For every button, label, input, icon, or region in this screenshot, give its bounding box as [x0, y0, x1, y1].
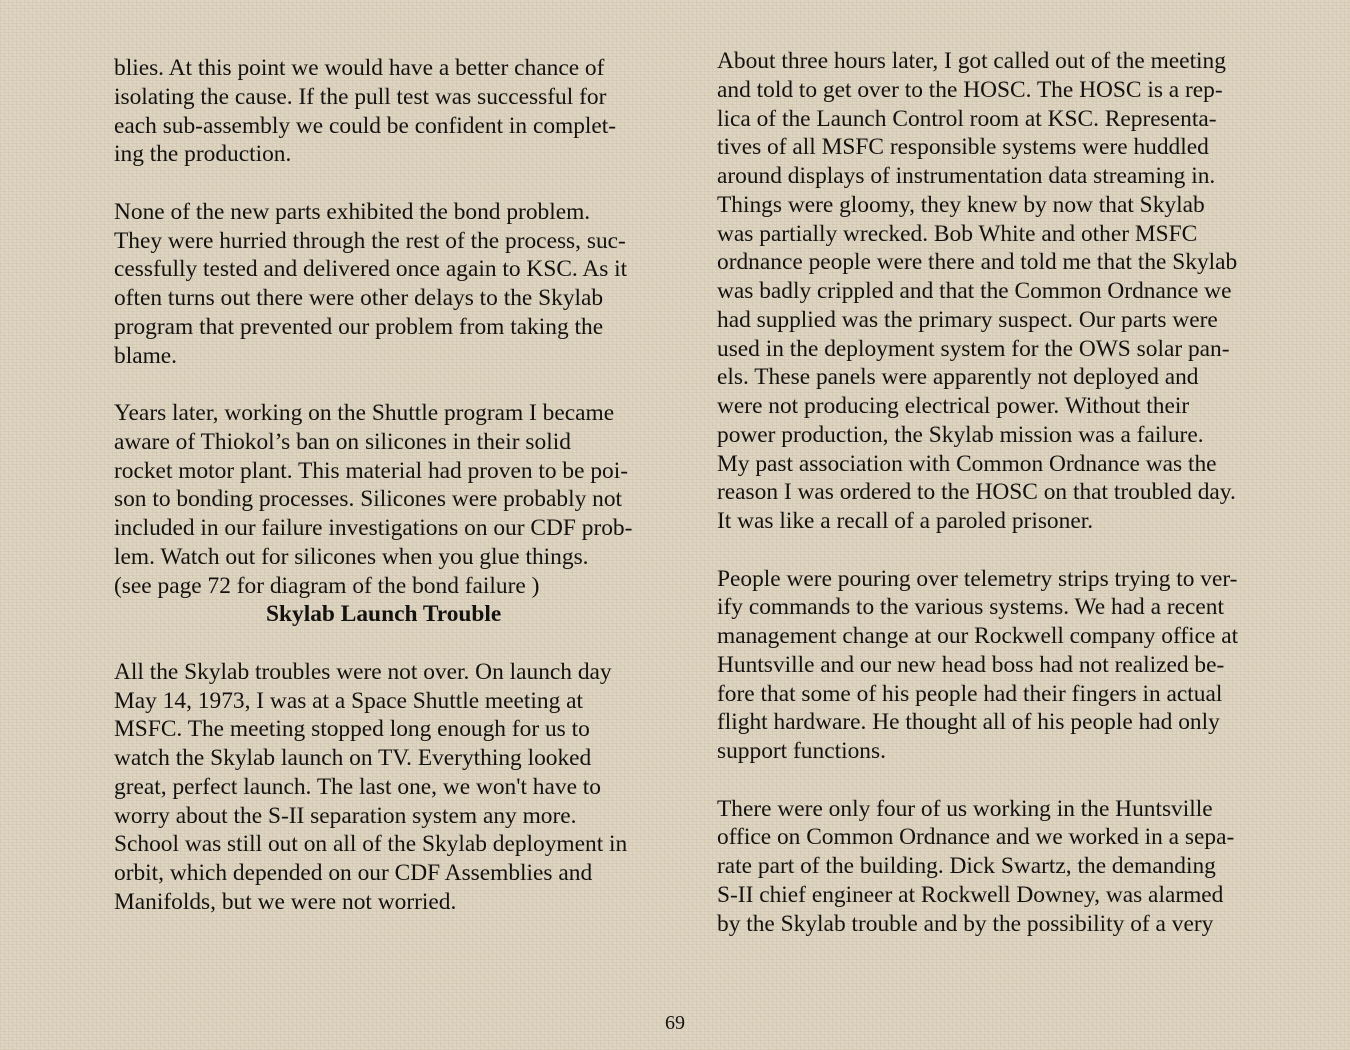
text-line: included in our failure investigations on our CDF prob- — [114, 515, 633, 541]
left-paragraph-3 — [114, 399, 674, 600]
text-line: fore that some of his people had their fingers in actual — [717, 680, 1223, 707]
text-line: by the Skylab trouble and by the possibility of a very — [717, 910, 1214, 937]
text-line: May 14, 1973, I was at a Space Shuttle meeting at — [114, 687, 584, 714]
text-line: power production, the Skylab mission was a failure. — [717, 421, 1204, 448]
text-line: had supplied was the primary suspect. Our parts were — [717, 306, 1218, 333]
text-line: flight hardware. He thought all of his people had only — [717, 709, 1220, 736]
text-line: They were hurried through the rest of the process, suc- — [114, 227, 626, 254]
text-line: office on Common Ordnance and we worked in a sepa- — [717, 824, 1235, 851]
right-paragraph-3 — [717, 795, 1282, 939]
text-line: lica of the Launch Control room at KSC. Representa- — [717, 105, 1217, 132]
text-line: blame. — [114, 342, 177, 369]
text-line: watch the Skylab launch on TV. Everything looked — [114, 745, 592, 771]
text-line: My past association with Common Ordnance was the — [717, 450, 1217, 477]
text-line: S-II chief engineer at Rockwell Downey, was alarmed — [717, 881, 1224, 908]
text-line: isolating the cause. If the pull test was successful for — [114, 83, 607, 110]
text-line: lem. Watch out for silicones when you glue things. — [114, 543, 589, 570]
text-line: reason I was ordered to the HOSC on that troubled day. — [717, 479, 1236, 506]
right-paragraph-1 — [717, 47, 1282, 536]
right-column — [717, 47, 1282, 938]
paragraph-gap — [114, 629, 674, 658]
left-paragraph-2 — [114, 198, 674, 371]
text-line: People were pouring over telemetry strips trying to ver- — [717, 565, 1238, 592]
text-line: was badly crippled and that the Common Ordnance we — [717, 278, 1232, 304]
right-paragraph-2 — [717, 565, 1282, 766]
text-line: Manifolds, but we were not worried. — [114, 888, 457, 915]
left-column — [114, 54, 674, 917]
text-line: orbit, which depended on our CDF Assemblies and — [114, 860, 593, 886]
text-line: Things were gloomy, they knew by now that Skylab — [717, 191, 1205, 218]
text-line: used in the deployment system for the OWS solar pan- — [717, 335, 1230, 362]
text-line: ify commands to the various systems. We had a recent — [717, 594, 1224, 621]
text-line: MSFC. The meeting stopped long enough for us to — [114, 716, 590, 743]
paragraph-gap — [114, 370, 674, 399]
text-line: was partially wrecked. Bob White and other MSFC — [717, 220, 1198, 247]
section-heading: Skylab Launch Trouble — [266, 601, 502, 628]
text-line: son to bonding processes. Silicones were probably not — [114, 486, 623, 513]
text-line: Years later, working on the Shuttle program I became — [114, 400, 615, 426]
text-line: tives of all MSFC responsible systems were huddled — [717, 134, 1209, 161]
left-paragraph-4 — [114, 658, 674, 917]
text-line: School was still out on all of the Skylab deployment in — [114, 831, 628, 858]
left-paragraph-1 — [114, 54, 674, 169]
text-line: ing the production. — [114, 141, 292, 168]
text-line: Huntsville and our new head boss had not realized be- — [717, 651, 1225, 678]
text-line: About three hours later, I got called out of the meeting — [717, 48, 1226, 74]
page-number: 69 — [665, 1012, 685, 1034]
paragraph-gap — [717, 536, 1282, 565]
text-line: rate part of the building. Dick Swartz, the demanding — [717, 853, 1216, 879]
text-line: (see page 72 for diagram of the bond failure ) — [114, 572, 540, 599]
text-line: often turns out there were other delays to the Skylab — [114, 285, 604, 311]
text-line: around displays of instrumentation data streaming in. — [717, 163, 1216, 189]
paragraph-gap — [717, 766, 1282, 795]
text-line: There were only four of us working in the Huntsville — [717, 795, 1213, 822]
text-line: aware of Thiokol’s ban on silicones in their solid — [114, 428, 571, 455]
text-line: program that prevented our problem from taking the — [114, 313, 604, 340]
text-line: None of the new parts exhibited the bond problem. — [114, 198, 591, 225]
text-line: each sub-assembly we could be confident in complet- — [114, 112, 617, 139]
text-line: blies. At this point we would have a better chance of — [114, 55, 605, 81]
text-line: great, perfect launch. The last one, we won't have to — [114, 773, 602, 800]
paragraph-gap — [114, 169, 674, 198]
text-line: ordnance people were there and told me that the Skylab — [717, 249, 1238, 276]
text-line: support functions. — [717, 738, 886, 764]
text-line: It was like a recall of a paroled prisoner. — [717, 508, 1094, 534]
text-line: els. These panels were apparently not deployed and — [717, 364, 1199, 391]
text-line: worry about the S-II separation system any more. — [114, 802, 577, 829]
text-line: cessfully tested and delivered once again to KSC. As it — [114, 256, 628, 283]
text-line: were not producing electrical power. Without their — [717, 393, 1190, 419]
text-line: All the Skylab troubles were not over. On launch day — [114, 658, 612, 685]
text-line: and told to get over to the HOSC. The HOSC is a rep- — [717, 76, 1223, 103]
text-line: management change at our Rockwell company office at — [717, 623, 1239, 649]
text-line: rocket motor plant. This material had proven to be poi- — [114, 457, 629, 484]
